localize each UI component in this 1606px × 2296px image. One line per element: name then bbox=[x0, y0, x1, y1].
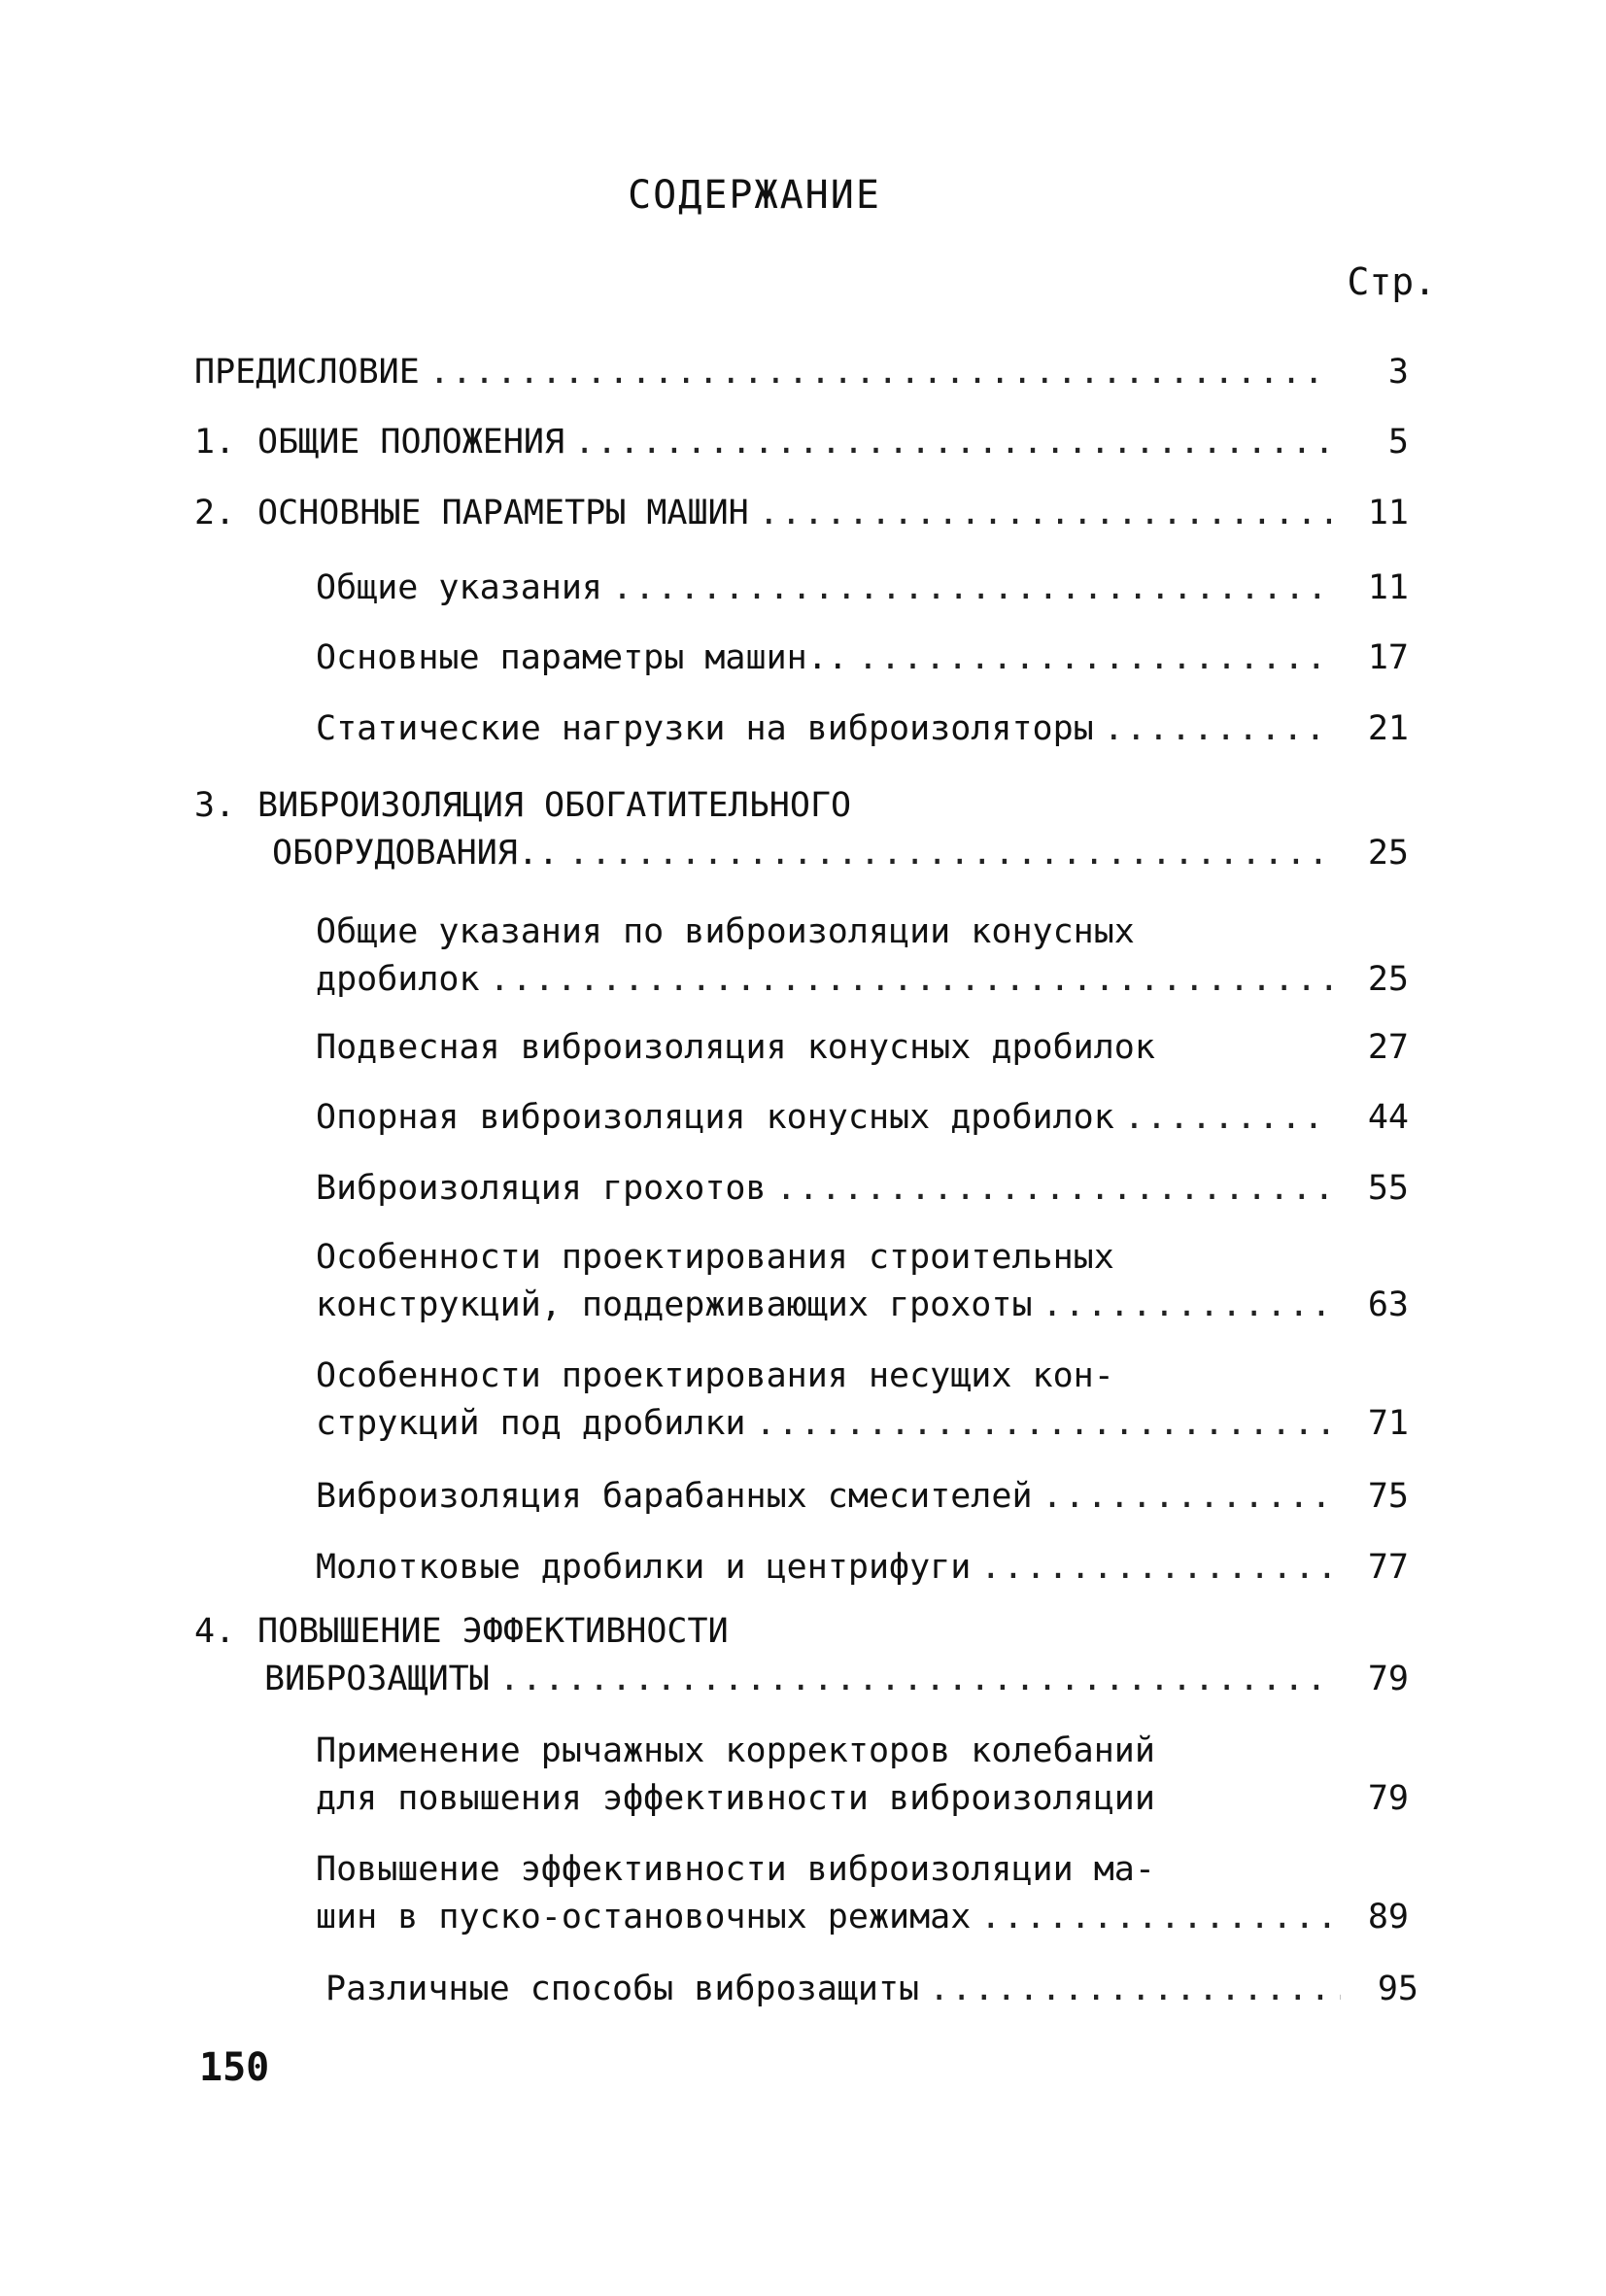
toc-entry bbox=[194, 348, 1409, 396]
toc-entry bbox=[316, 1093, 1409, 1142]
toc-entry-page: 25 bbox=[1367, 960, 1409, 999]
toc-entry-page: 21 bbox=[1367, 709, 1409, 748]
toc-entry-title: Общие указания по виброизоляции конусных bbox=[316, 912, 1135, 951]
toc-entry bbox=[325, 1965, 1418, 2013]
toc-entry bbox=[316, 1728, 1409, 1823]
toc-entry bbox=[316, 1846, 1409, 1941]
toc-entry-title: Общие указания bbox=[316, 568, 603, 607]
toc-entry bbox=[316, 1234, 1409, 1329]
toc-entry bbox=[316, 564, 1409, 612]
toc-entry-title: Особенности проектирования строительных bbox=[316, 1238, 1114, 1277]
toc-entry-title: Молотковые дробилки и центрифуги bbox=[316, 1548, 972, 1587]
toc-entry-page: 17 bbox=[1367, 638, 1409, 677]
section-number: 1. bbox=[194, 423, 236, 462]
toc-entry-title-cont: для повышения эффективности виброизоляции bbox=[316, 1779, 1155, 1818]
toc-entry-page: 27 bbox=[1367, 1028, 1409, 1067]
toc-entry-page: 11 bbox=[1367, 568, 1409, 607]
toc-entry-title: Подвесная виброизоляция конусных дробилок bbox=[316, 1028, 1155, 1067]
toc-entry-title: ОСНОВНЫЕ ПАРАМЕТРЫ МАШИН bbox=[257, 494, 749, 532]
toc-entry-title-cont: конструкций, поддерживающих грохоты bbox=[316, 1285, 1033, 1324]
toc-entry-page: 5 bbox=[1387, 423, 1409, 462]
toc-entry bbox=[194, 418, 1409, 466]
page-title: СОДЕРЖАНИЕ bbox=[628, 173, 881, 218]
toc-entry-title: ПОВЫШЕНИЕ ЭФФЕКТИВНОСТИ bbox=[257, 1612, 729, 1651]
toc-entry-title: ПРЕДИСЛОВИЕ bbox=[194, 353, 420, 392]
toc-entry-title: Опорная виброизоляция конусных дробилок bbox=[316, 1098, 1114, 1137]
toc-entry-title-cont: струкций под дробилки bbox=[316, 1404, 746, 1443]
toc-entry-page: 79 bbox=[1367, 1660, 1409, 1698]
toc-entry-title-cont: шин в пуско-остановочных режимах bbox=[316, 1898, 972, 1936]
toc-entry-page: 75 bbox=[1367, 1477, 1409, 1516]
toc-entry-page: 55 bbox=[1367, 1169, 1409, 1208]
page-column-label: Стр. bbox=[1347, 260, 1436, 303]
toc-entry-page: 3 bbox=[1387, 353, 1409, 392]
toc-entry-page: 77 bbox=[1367, 1548, 1409, 1587]
toc-entry bbox=[316, 1164, 1409, 1213]
toc-entry-page: 11 bbox=[1367, 494, 1409, 532]
toc-entry-page: 71 bbox=[1367, 1404, 1409, 1443]
toc-entry bbox=[316, 1353, 1409, 1448]
toc-entry-title: Повышение эффективности виброизоляции ма- bbox=[316, 1850, 1155, 1889]
toc-entry-title: Статические нагрузки на виброизоляторы bbox=[316, 709, 1094, 748]
toc-entry-title-cont: ОБОРУДОВАНИЯ.. bbox=[272, 834, 560, 873]
toc-entry-page: 63 bbox=[1367, 1285, 1409, 1324]
toc-entry bbox=[316, 704, 1409, 753]
toc-entry-title-cont: дробилок bbox=[316, 960, 480, 999]
toc-entry-page: 89 bbox=[1367, 1898, 1409, 1936]
section-number: 4. bbox=[194, 1612, 236, 1651]
toc-entry-page: 25 bbox=[1367, 834, 1409, 873]
toc-entry bbox=[194, 489, 1409, 537]
toc-entry-title: ВИБРОИЗОЛЯЦИЯ ОБОГАТИТЕЛЬНОГО bbox=[257, 786, 852, 825]
toc-entry bbox=[316, 1543, 1409, 1592]
toc-entry bbox=[316, 1472, 1409, 1521]
page-number: 150 bbox=[199, 2045, 270, 2090]
toc-entry-title: Особенности проектирования несущих кон- bbox=[316, 1356, 1114, 1395]
toc-entry bbox=[316, 634, 1409, 682]
toc-entry-page: 79 bbox=[1367, 1779, 1409, 1818]
section-number: 3. bbox=[194, 786, 236, 825]
section-number: 2. bbox=[194, 494, 236, 532]
toc-entry bbox=[316, 908, 1409, 1004]
toc-entry-page: 95 bbox=[1377, 1970, 1418, 2008]
toc-entry-title: Виброизоляция грохотов bbox=[316, 1169, 767, 1208]
toc-entry bbox=[194, 782, 1409, 877]
toc-entry bbox=[194, 1608, 1409, 1703]
toc-entry-page: 44 bbox=[1367, 1098, 1409, 1137]
toc-entry-title: Виброизоляция барабанных смесителей bbox=[316, 1477, 1033, 1516]
toc-entry-title: Различные способы виброзащиты bbox=[325, 1970, 920, 2008]
toc-entry-title: Основные параметры машин.. bbox=[316, 638, 848, 677]
toc-entry bbox=[316, 1023, 1409, 1072]
toc-entry-title-cont: ВИБРОЗАЩИТЫ bbox=[264, 1660, 490, 1698]
toc-entry-title: ОБЩИЕ ПОЛОЖЕНИЯ bbox=[257, 423, 565, 462]
toc-entry-title: Применение рычажных корректоров колебаний bbox=[316, 1731, 1155, 1770]
